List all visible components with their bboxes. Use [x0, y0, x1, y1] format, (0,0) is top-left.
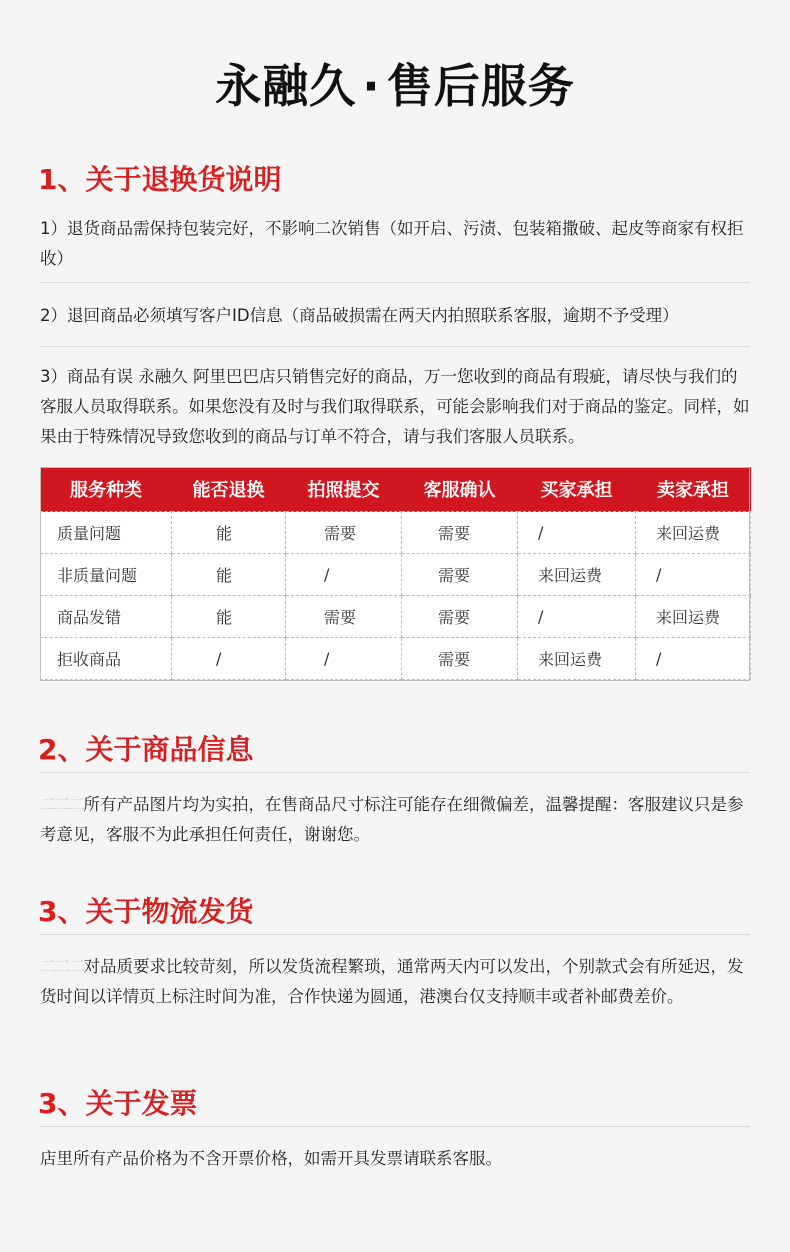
divider	[40, 282, 750, 283]
divider	[40, 346, 750, 347]
table-cell: /	[286, 638, 402, 680]
divider	[40, 772, 750, 773]
header-cell: 拍照提交	[286, 467, 402, 512]
returns-item-2: 2）退回商品必须填写客户ID信息（商品破损需在两天内拍照联系客服，逾期不予受理）	[40, 306, 679, 325]
table-cell: /	[636, 638, 751, 680]
header-cell: 服务种类	[41, 467, 172, 512]
table-cell: 拒收商品	[41, 638, 172, 680]
returns-item-3: 3）商品有误 永融久 阿里巴巴店只销售完好的商品，万一您收到的商品有瑕疵，请尽快与我们的客服人员取得联系。如果您没有及时与我们取得联系，可能会影响我们对于商品的鉴定。同样，如果由于特殊情况导致您收到的商品与订单不符合，请与我们客服人员联系。	[40, 367, 750, 446]
table-cell: 来回运费	[518, 638, 636, 680]
title-dot: ·	[362, 59, 381, 113]
table-row	[41, 554, 751, 596]
table-cell: /	[636, 554, 751, 596]
table-row	[41, 512, 751, 554]
table-row	[41, 638, 751, 680]
product-info-body: 所有产品图片均为实拍，在售商品尺寸标注可能存在细微偏差，温馨提醒：客服建议只是参考意见，客服不为此承担任何责任，谢谢您。	[40, 795, 744, 844]
invoice-text: 店里所有产品价格为不含开票价格，如需开具发票请联系客服。	[40, 1149, 502, 1168]
divider	[40, 934, 750, 935]
table-cell: /	[286, 554, 402, 596]
page-title	[0, 50, 790, 116]
table-cell: 商品发错	[41, 596, 172, 638]
returns-item-1: 1）退货商品需保持包装完好，不影响二次销售（如开启、污渍、包装箱撒破、起皮等商家有权拒收）	[40, 219, 744, 268]
table-cell: 能	[172, 554, 286, 596]
faded-text-mark: 二二二	[40, 957, 84, 976]
header-cell: 客服确认	[402, 467, 518, 512]
table-cell: 需要	[286, 596, 402, 638]
table-cell: 来回运费	[636, 596, 751, 638]
header-cell: 卖家承担	[636, 467, 751, 512]
divider	[40, 1126, 750, 1127]
header-cell: 买家承担	[518, 467, 636, 512]
table-cell: 需要	[286, 512, 402, 554]
table-cell: /	[172, 638, 286, 680]
brand-name: 永融久	[215, 59, 357, 113]
shipping-text	[40, 952, 752, 1012]
table-cell: 需要	[402, 512, 518, 554]
section-invoice-heading: 3、关于发票	[38, 1087, 198, 1120]
table-cell: 来回运费	[518, 554, 636, 596]
table-row	[41, 596, 751, 638]
table-cell: 需要	[402, 596, 518, 638]
table-cell: 来回运费	[636, 512, 751, 554]
header-cell: 能否退换	[172, 467, 286, 512]
product-info-text	[40, 790, 752, 850]
title-text: 售后服务	[386, 59, 575, 113]
section-returns-heading: 1、关于退换货说明	[38, 163, 282, 196]
table-cell: /	[518, 512, 636, 554]
table-cell: 需要	[402, 554, 518, 596]
section-product-info-heading: 2、关于商品信息	[38, 733, 254, 766]
table-cell: /	[518, 596, 636, 638]
table-cell: 质量问题	[41, 512, 172, 554]
table-cell: 非质量问题	[41, 554, 172, 596]
table-cell: 需要	[402, 638, 518, 680]
faded-text-mark: 二二二	[40, 795, 84, 814]
table-header-row	[41, 467, 751, 512]
shipping-body: 对品质要求比较苛刻，所以发货流程繁琐，通常两天内可以发出，个别款式会有所延迟，发货时间以详情页上标注时间为准，合作快递为圆通，港澳台仅支持顺丰或者补邮费差价。	[40, 957, 744, 1006]
service-table	[40, 467, 751, 680]
table-cell: 能	[172, 512, 286, 554]
table-cell: 能	[172, 596, 286, 638]
section-shipping-heading: 3、关于物流发货	[38, 895, 254, 928]
